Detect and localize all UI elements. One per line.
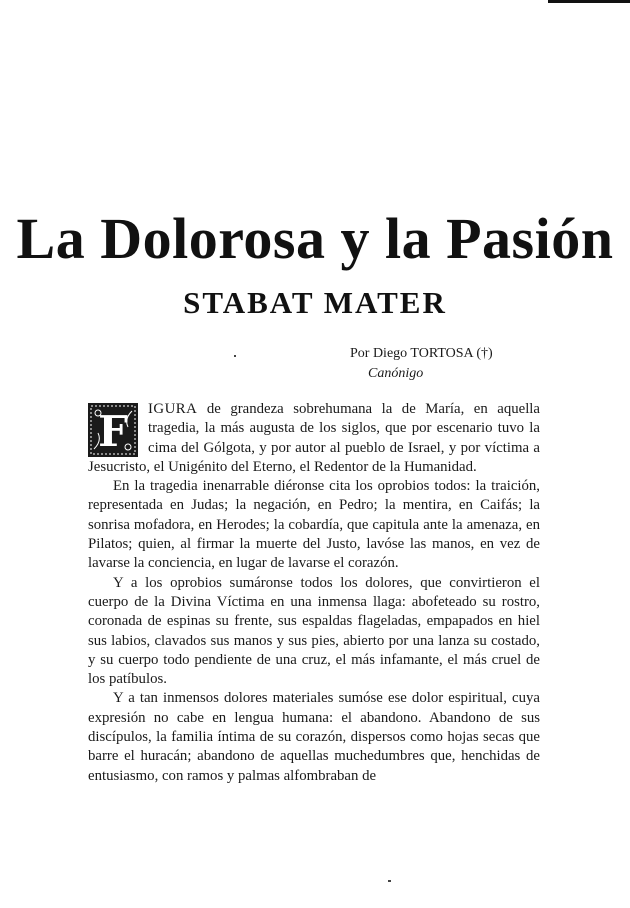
paragraph-text: de grandeza sobrehumana la de María, en aquella tragedia, la más augusta de los siglos, que por escenario tuvo la cima del Gólgota, y por autor al pueblo de Israel, y por víctima a Jesucristo, el Unigénito del Eterno, el Redentor de la Humanidad. xyxy=(88,401,540,475)
ink-speck xyxy=(388,880,391,882)
article-body xyxy=(88,400,540,786)
author-block xyxy=(350,344,530,384)
top-rule xyxy=(548,0,630,3)
paragraph xyxy=(88,400,540,477)
article-title: La Dolorosa y la Pasión xyxy=(16,206,614,271)
paragraph: Y a tan inmensos dolores materiales sumóse ese dolor espiritual, cuya expresión no cabe en lengua humana: el abandono. Abandono de sus discípulos, la familia íntima de su corazón, dispersos como hojas secas que barre el huracán; abandono de aquellas muchedumbres que, henchidas de entusiasmo, con ramos y palmas alfombraban de xyxy=(88,690,540,784)
first-word-rest: IGURA xyxy=(148,401,198,417)
ornamental-dropcap xyxy=(88,403,138,457)
paragraph: Y a los oprobios sumáronse todos los dolores, que convirtieron el cuerpo de la Divina Víctima en una inmensa llaga: abofeteado su rostro, coronada de espinas su frente, sus espaldas flageladas, empapados en hiel sus labios, clavados sus manos y sus pies, abierto por una lanza su costado, y su cuerpo todo pendiente de una cruz, el más infamante, el más cruel de los patíbulos. xyxy=(88,574,540,688)
ink-speck xyxy=(234,355,236,357)
paragraph: En la tragedia inenarrable diéronse cita los oprobios todos: la traición, representada en Judas; la negación, en Pedro; la mentira, en Caifás; la sonrisa mofadora, en Herodes; la cobardía, que capitula ante la amenaza, en Pilatos; quien, al firmar la muerte del Justo, lavóse las manos, en vez de lavarse la conciencia, en lugar de lavarse el corazón. xyxy=(88,478,540,572)
author-name: Por Diego TORTOSA (†) xyxy=(350,346,493,361)
dropcap-letter: F xyxy=(98,407,128,456)
author-role: Canónigo xyxy=(368,366,424,381)
article-subtitle: STABAT MATER xyxy=(183,285,447,320)
